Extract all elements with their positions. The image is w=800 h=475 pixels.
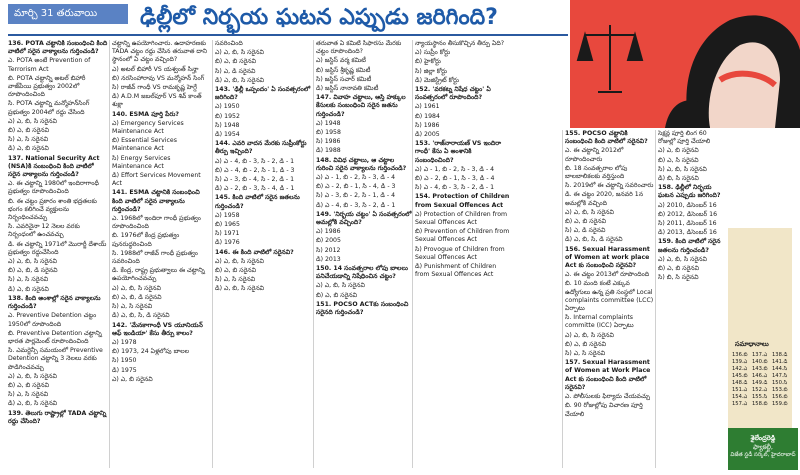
text-line: బి) జస్టిస్ శ్రీకృష్ణ కమిటీ <box>316 66 371 74</box>
text-line: సి) ఎ, డి సరైనవి <box>565 227 606 235</box>
text-line: సి) 1948 <box>215 121 240 129</box>
text-line: ఎ) ఎ, బి, సి సరైనవి <box>8 258 57 266</box>
text-line: సి) 1986 <box>316 138 341 146</box>
column-divider <box>109 40 110 468</box>
text-line: ఎ) 2010, డిసెంబర్ 16 <box>658 201 717 209</box>
text-line: సి) ఎ, సి సరైనవి <box>112 303 153 311</box>
text-line: 139. తెలుగు రాష్ట్రాల్లో TADA చట్టాన్ని రద్దు చేసింది? <box>8 409 107 425</box>
answer-item: 159.బి <box>772 401 788 407</box>
text-line: సి) ఎ, సి సరైనవి <box>8 136 49 144</box>
text-line: బి) 1965 <box>215 221 240 229</box>
text-line: డి) ఎ, బి సరైనవి <box>8 285 49 293</box>
text-line: సి) 2011, డిసెంబర్ 16 <box>658 220 717 228</box>
answer-item: 145.బి <box>732 373 748 379</box>
text-line: బి) హైకోర్టు <box>415 58 441 66</box>
answer-item: 157.ఎ <box>732 401 748 407</box>
text-line: సి) జిల్లా కోర్టు <box>415 67 448 75</box>
text-line: డి) 2013, డిసెంబర్ 16 <box>658 229 717 237</box>
answer-item: 137.ఎ <box>752 352 768 358</box>
text-line: డి) ఎ, బి, సి సరైనవి <box>215 285 265 293</box>
text-line: బి. ఈ చట్టం ప్రకారం శాంతి భద్రతలకు భంగం కలిగించే వ్యక్తులను నిర్బంధించవచ్చు <box>8 197 97 222</box>
answers-title: సమాధానాలు <box>735 340 769 348</box>
text-line: బి) 2005 <box>316 237 341 245</box>
text-line: డి) Punishment of Children from Sexual Offences Act <box>415 263 497 279</box>
text-line: 147. వివాహ చట్టాలు, ఆస్తి హక్కుల కేసులకు సంబంధించి సరైన జతను గుర్తించండి? <box>316 94 406 118</box>
text-line: బి) నరసింహారావు VS మన్మోహన్ సింగ్ <box>112 74 205 82</box>
text-line: ఎ. ఈ చట్టం 2013లో రూపొందింది <box>565 271 650 279</box>
text-line: బి) 1984 <box>415 112 440 120</box>
text-line: సి) ఎ - 4, బి - 3, సి - 2, డి - 1 <box>415 184 495 192</box>
text-line: 157. Sexual Harassment of Women at Work Place Act కు సంబంధించి కింది వాటిలో సరైనవి? <box>565 359 651 391</box>
text-line: చట్టాన్ని ఉపయోగించారు. ఉదాహరణకు TADA చట్టం రద్దు చేసిన తరువాత దాని స్థానంలో ఏ చట్టం వచ్చింది? <box>112 40 207 64</box>
answer-item: 143.బి <box>752 366 768 372</box>
text-line: 158. ఢిల్లీలో నిర్భయ ఘటన ఎప్పుడు జరిగింది? <box>658 184 721 200</box>
text-line: బి) 2012, డిసెంబర్ 16 <box>658 210 718 218</box>
answer-item: 152.ఎ <box>752 387 768 393</box>
text-column <box>565 130 655 468</box>
answer-item: 148.డి <box>732 380 748 386</box>
text-line: 148. వివిధ చట్టాలు, ఆ చట్టాల గురించి సరైన వాక్యాలను గుర్తించండి? <box>316 156 407 172</box>
answer-item: 136.బి <box>732 352 748 358</box>
text-line: బి) ఎ, బి సరైనవి <box>8 381 49 389</box>
text-line: ఎ) 1978 <box>112 338 137 346</box>
text-line: బి) ఎ, బి, డి సరైనవి <box>112 293 162 301</box>
text-line: డి) బి, సి సరైనవి <box>658 175 699 183</box>
text-line: డి) Effort Services Movement Act <box>112 172 201 188</box>
text-line: ఎ) ఎ - 1, బి - 2, సి - 3, డి - 4 <box>316 174 396 182</box>
text-line: సి) 1986 <box>415 121 440 129</box>
column-divider <box>562 130 563 468</box>
text-line: సి) ఎ, సి సరైనవి <box>8 391 49 399</box>
text-line: ఎ) ఎ, బి, సి సరైనవి <box>112 284 161 292</box>
text-line: బి) 1958 <box>316 129 341 137</box>
answer-item: 151.ఎ <box>732 387 748 393</box>
text-line: 159. కింది వాటిలో సరైన జతలను గుర్తించండి? <box>658 238 721 254</box>
text-line: ఎ) 1986 <box>316 228 341 236</box>
text-line: సి) జస్టిస్ సచార్ కమిటీ <box>316 75 372 83</box>
text-line: ఎ. POTA అంటే Prevention of Terrorism Act <box>8 57 91 73</box>
text-line: డి) 1975 <box>112 366 137 374</box>
text-line: 144. ఎవరి వాదన మేరకు సుప్రీంకోర్టు తీర్పు ఇచ్చింది? <box>215 140 307 156</box>
text-line: ఎ) ఎ, బి, సి సరైనవి <box>565 331 614 339</box>
text-line: తరువాత ఏ కమిటీ సిఫారసు మేరకు చట్టం రూపొందింది? <box>316 40 402 56</box>
text-line: బి) ఎ, సి సరైనవి <box>658 156 699 164</box>
text-line: ఎ) ఎ, బి, సి సరైనవి <box>316 282 365 290</box>
text-line: ఎ) ఎ, బి, సి సరైనవి <box>8 372 57 380</box>
text-line: బి. Preventive Detention చట్టాన్ని భారత పార్లమెంట్ రూపొందించింది <box>8 329 102 345</box>
text-line: సి) ఎ - 3, బి - 4, సి - 2, డి - 1 <box>215 176 295 184</box>
text-line: డి) ఎ, బి, సి, డి సరైనవి <box>112 312 170 320</box>
text-line: ఎ) జస్టిస్ వర్మ కమిటీ <box>316 57 366 65</box>
text-line: బి) ఎ, బి సరైనవి <box>215 267 256 275</box>
text-line: సవరించింది <box>215 40 243 47</box>
text-line: డి) A.D.M జబల్‌పూర్ VS శివ్ కాంత్ శుక్లా <box>112 93 202 109</box>
answer-item: 153.బి <box>772 387 788 393</box>
text-line: సి) Provogue of Children from Sexual Offences Act <box>415 245 505 261</box>
text-line: 140. ESMA పూర్తి పేరు? <box>112 110 179 118</box>
author-name: శైలేంద్రరెడ్డి <box>750 434 776 442</box>
text-line: సి. Internal complaints committe (ICC) ఏర్పాటు <box>565 314 634 330</box>
author-org: విజేత స్టడీ సర్కిల్, హైదరాబాద్ <box>730 452 796 458</box>
answer-item: 156.బి <box>772 394 788 400</box>
text-line: బి) Prevention of Children from Sexual Offences Act <box>415 228 510 244</box>
text-line: డి) ఎ, బి, సి, డి సరైనవి <box>565 236 623 244</box>
text-line: 155. POCSO చట్టానికి సంబంధించి కింది వాటిలో సరైనవి? <box>565 130 648 146</box>
text-line: బి. 18 సంవత్సరాల లోపు బాలబాలికలకు వర్తిస్తుంది <box>565 164 628 181</box>
text-line: డి) జస్టిస్ నానావతి కమిటీ <box>316 85 379 93</box>
text-line: 137. National Security Act (NSA)కి సంబంధించి కింది వాటిలో సరైన వాక్యాలను గుర్తించండి? <box>8 154 100 179</box>
text-line: ఎ) ఎ, బి, సి సరైనవి <box>8 117 57 125</box>
text-line: బి) ఎ, బి సరైనవి <box>658 265 699 273</box>
text-line: సి) ఎ, సి సరైనవి <box>565 350 606 358</box>
text-line: ఎ) ఎ - 4, బి - 3, సి - 2, డి - 1 <box>215 157 295 165</box>
text-line: ఎ) ఎ, బి సరైనవి <box>112 375 153 383</box>
text-line: డి) 1976 <box>215 239 240 247</box>
text-line: ఎ. ఈ చట్టాన్ని 1980లో ఇందిరాగాంధీ ప్రభుత్వం రూపొందించింది <box>8 180 99 196</box>
answer-item: 146.ఎ <box>752 373 768 379</box>
text-line: 141. ESMA చట్టానికి సంబంధించి కింది వాటిలో సరైన వాక్యాలను గుర్తించండి? <box>112 189 200 213</box>
text-line: బి. 10 మంది కంటే ఎక్కువ ఉద్యోగులు ఉన్న ప్రతి సంస్థలో Local complaints committee (LCC) ఏర్పాటు <box>565 280 654 313</box>
answer-item: 142.ఎ <box>732 366 748 372</box>
text-line: ఎ) 1958 <box>215 211 240 219</box>
column-divider <box>313 40 314 468</box>
text-line: ఎ) సుప్రీం కోర్టు <box>415 49 451 57</box>
text-line: డి. ఈ చట్టాన్ని 1971లో మొరార్జీ దేశాయ్ ప్రభుత్వం రద్దుచేసింది <box>8 240 107 256</box>
text-column <box>316 40 412 468</box>
text-line: డి) ఎ, బి సరైనవి <box>8 145 49 153</box>
text-line: డి) ఎ - 2, బి - 3, సి - 4, డి - 1 <box>215 185 295 193</box>
text-line: బి) ఎ - 2, బి - 1, సి - 4, డి - 3 <box>316 183 396 191</box>
text-line: సి) బి, సి సరైనవి <box>658 274 699 282</box>
text-line: సి. ఎమర్జెన్సీ సమయంలో Preventive Detention చట్టాన్ని 3 నెలలు వరకు పొడిగించవచ్చు <box>8 347 103 371</box>
text-line: డి) 1954 <box>215 131 240 139</box>
text-line: ఎ) Emergency Services Maintenance Act <box>112 119 184 136</box>
text-line: 150. 14 సంవత్సరాల లోపు బాలలు పనిచేయడాన్ని నిషేధించిన చట్టం? <box>316 265 408 281</box>
text-line: డి) ఎ, బి, సి సరైనవి <box>8 400 58 408</box>
text-line: ఎ. ఈ చట్టాన్ని 2012లో రూపొందించారు <box>565 147 624 163</box>
answer-item: 141.డి <box>772 359 788 365</box>
date-tag: మార్చి 31 తరువాయి <box>8 4 128 24</box>
text-line: సి) 1950 <box>112 357 137 365</box>
text-line: సెక్షన్ల పూర్తి లింగ 60 రోజుల్లో పూర్తి చేయాలి <box>658 130 711 146</box>
text-line: ఎ) ఎ - 1, బి - 2, సి - 3, డి - 4 <box>415 165 495 173</box>
text-line: ఎ) 1961 <box>415 103 440 111</box>
text-line: సి) ఎ, సి సరైనవి <box>8 276 49 284</box>
column-divider <box>655 130 656 468</box>
text-line: 138. కింది అంశాల్లో సరైన వాక్యాలను గుర్తించండి? <box>8 294 101 311</box>
text-line: బి) ఎ - 2, బి - 1, సి - 3, డి - 4 <box>415 175 495 183</box>
text-line: ఎ. పోలీసులకు ఫిర్యాదు చేయవచ్చు <box>565 393 651 401</box>
text-line: సి) ఎ, డి సరైనవి <box>215 67 256 75</box>
text-line: న్యాయస్థానం తీసుకొచ్చిన తీర్పు ఏది? <box>415 40 505 47</box>
answer-item: 154.ఎ <box>732 394 748 400</box>
text-line: ఎ) ఎ, బి, సి సరైనవి <box>565 208 614 216</box>
column-divider <box>412 40 413 468</box>
page-title: ఢిల్లీలో నిర్భయ ఘటన ఎప్పుడు జరిగింది? <box>140 5 498 30</box>
text-column <box>8 40 108 468</box>
answer-item: 155.సి <box>752 394 768 400</box>
text-line: బి) ఎ, బి సరైనవి <box>565 340 606 348</box>
author-role: ఫ్యాకల్టీ, <box>753 443 773 451</box>
text-line: 154. Protection of Children from Sexual Offences Act <box>415 193 510 209</box>
text-line: బి) ఎ, బి సరైనవి <box>565 218 606 226</box>
text-line: ఎ. Preventive Detention చట్టం 1950లో రూపొందింది <box>8 312 97 328</box>
text-line: డి. ఈ చట్టం 2020, జనవరి 1న అమల్లోకి వచ్చింది <box>565 191 644 207</box>
text-line: 136. POTA చట్టానికి సంబంధించి కింది వాటిలో సరైన వాక్యాలను గుర్తించండి? <box>8 40 108 56</box>
text-line: సి. 2019లో ఈ చట్టాన్ని సవరించారు <box>565 182 654 190</box>
text-line: బి) ఎ - 4, బి - 2, సి - 1, డి - 3 <box>215 166 295 174</box>
text-line: సి. POTA చట్టాన్ని మన్మోహన్‌సింగ్ ప్రభుత్వం 2004లో రద్దు చేసింది <box>8 100 90 116</box>
text-line: 142. 'మేనకాగాంధీ VS యూనియన్ ఆఫ్ ఇండియా' కేసు తీర్పు కాలం? <box>112 321 203 337</box>
text-line: 151. POCSO ACTకు సంబంధించి సరైనది గుర్తించండి? <box>316 300 409 317</box>
text-line: డి) 2013 <box>316 255 341 263</box>
author-box <box>728 428 798 470</box>
text-line: 143. 'ఢిల్లీ ఒప్పందం' ఏ సంవత్సరంలో జరిగింది? <box>215 86 311 102</box>
text-column <box>415 40 511 468</box>
answer-item: 149.డి <box>752 380 768 386</box>
text-line: సి) ఎ, బి, సి సరైనవి <box>658 165 707 173</box>
text-line: డి) 2005 <box>415 131 440 139</box>
text-line: బి) ఎ, బి సరైనవి <box>8 127 49 135</box>
text-line: 153. 'రాజ్‌నారాయణ్ VS ఇందిరా గాంధీ' కేసు ఏ అంశానికి సంబంధించింది? <box>415 140 502 164</box>
text-line: 152. 'వరకట్న నిషేధ చట్టం' ఏ సంవత్సరంలో రూపొందింది? <box>415 86 491 102</box>
text-line: బి) ఎ, బి సరైనవి <box>316 291 357 299</box>
text-line: డి) ఎ - 4, బి - 3, సి - 2, డి - 1 <box>316 201 396 209</box>
text-line: ఎ) Protection of Children from Sexual Offences Act <box>415 210 508 227</box>
text-line: డి) ఎ, బి, సి సరైనవి <box>215 76 265 84</box>
text-line: ఎ) అటల్ బిహారీ VS యశ్వంత్ సిన్హా <box>112 65 199 73</box>
text-line: డి) మెజిస్ట్రేట్ కోర్టు <box>415 76 459 84</box>
text-line: 156. Sexual Harassment of Women at work place Act కు సంబంధించి సరైనవి? <box>565 245 650 270</box>
text-line: బి. 90 రోజుల్లోపు విచారణ పూర్తి చేయాలి <box>565 402 643 418</box>
text-line: 145. కింది వాటిలో సరైన జతలను గుర్తించండి? <box>215 194 300 210</box>
text-line: ఎ) ఎ, బి, సి సరైనవి <box>658 255 707 263</box>
text-line: బి. POTA చట్టాన్ని అటల్ బిహారీ వాజ్‌పేయి ప్రభుత్వం 2002లో రూపొందించింది <box>8 74 86 99</box>
text-line: సి) ఎ - 3, బి - 2, సి - 1, డి - 4 <box>316 192 396 200</box>
column-divider <box>212 40 213 468</box>
text-line: ఎ) 1948 <box>316 119 341 127</box>
text-line: ఎ. 1968లో ఇందిరా గాంధీ ప్రభుత్వం రూపొందించింది <box>112 215 201 231</box>
answer-item: 150.సి <box>772 380 788 386</box>
text-line: బి) ఎ, బి, డి సరైనవి <box>8 267 58 275</box>
text-line: సి. 1988లో రాజీవ్ గాంధీ ప్రభుత్వం సవరించింది <box>112 249 198 266</box>
answer-item: 147.సి <box>772 373 788 379</box>
answer-item: 138.డి <box>772 352 788 358</box>
text-line: సి) 1971 <box>215 230 240 238</box>
text-column <box>215 40 313 468</box>
text-line: సి) ఎ, సి సరైనవి <box>215 276 256 284</box>
answer-item: 139.ఎ <box>732 359 748 365</box>
text-line: సి. ఎవరినైనా 12 నెలల వరకు నిర్బంధంలో ఉంచవచ్చు <box>8 223 80 239</box>
text-line: ఎ) ఎ, బి సరైనవి <box>658 147 699 155</box>
text-line: సి) 2012 <box>316 246 341 254</box>
text-line: బి) Essential Services Maintenance Act <box>112 137 177 153</box>
answer-item: 144.సి <box>772 366 788 372</box>
text-line: బి) 1973, 24 ఏళ్లలోపు బాలల <box>112 348 189 356</box>
title-rule <box>8 34 568 36</box>
text-line: 146. ఈ కింది వాటిలో సరైనవి? <box>215 248 294 256</box>
text-column <box>112 40 212 468</box>
text-line: సి) రాజీవ్ గాంధీ VS రామకృష్ణ హెగ్డే <box>112 84 197 92</box>
text-line: సి) Energy Services Maintenance Act <box>112 154 171 170</box>
answers-grid <box>732 352 790 408</box>
text-column <box>658 130 724 468</box>
text-line: ఎ) ఎ, బి, సి సరైనవి <box>215 257 264 265</box>
text-line: బి. 1976లో కేంద్ర ప్రభుత్వం పునరుద్ధరించింది <box>112 232 180 248</box>
answer-item: 140.బి <box>752 359 768 365</box>
answer-item: 158.బి <box>752 401 768 407</box>
text-line: బి) 1952 <box>215 112 240 120</box>
text-line: డి. కేంద్ర, రాష్ట్ర ప్రభుత్వాలు ఈ చట్టాన్ని ఉపయోగించవచ్చు <box>112 267 205 283</box>
justice-illustration <box>570 0 800 128</box>
text-line: డి) 1988 <box>316 147 341 155</box>
text-line: బి) ఎ, బి సరైనవి <box>215 58 256 66</box>
text-line: ఎ) 1950 <box>215 103 240 111</box>
text-line: ఎ) ఎ, బి, సి సరైనవి <box>215 49 264 57</box>
text-line: 149. 'నిర్భయ చట్టం' ఏ సంవత్సరంలో అమల్లోకి వచ్చింది? <box>316 210 412 227</box>
